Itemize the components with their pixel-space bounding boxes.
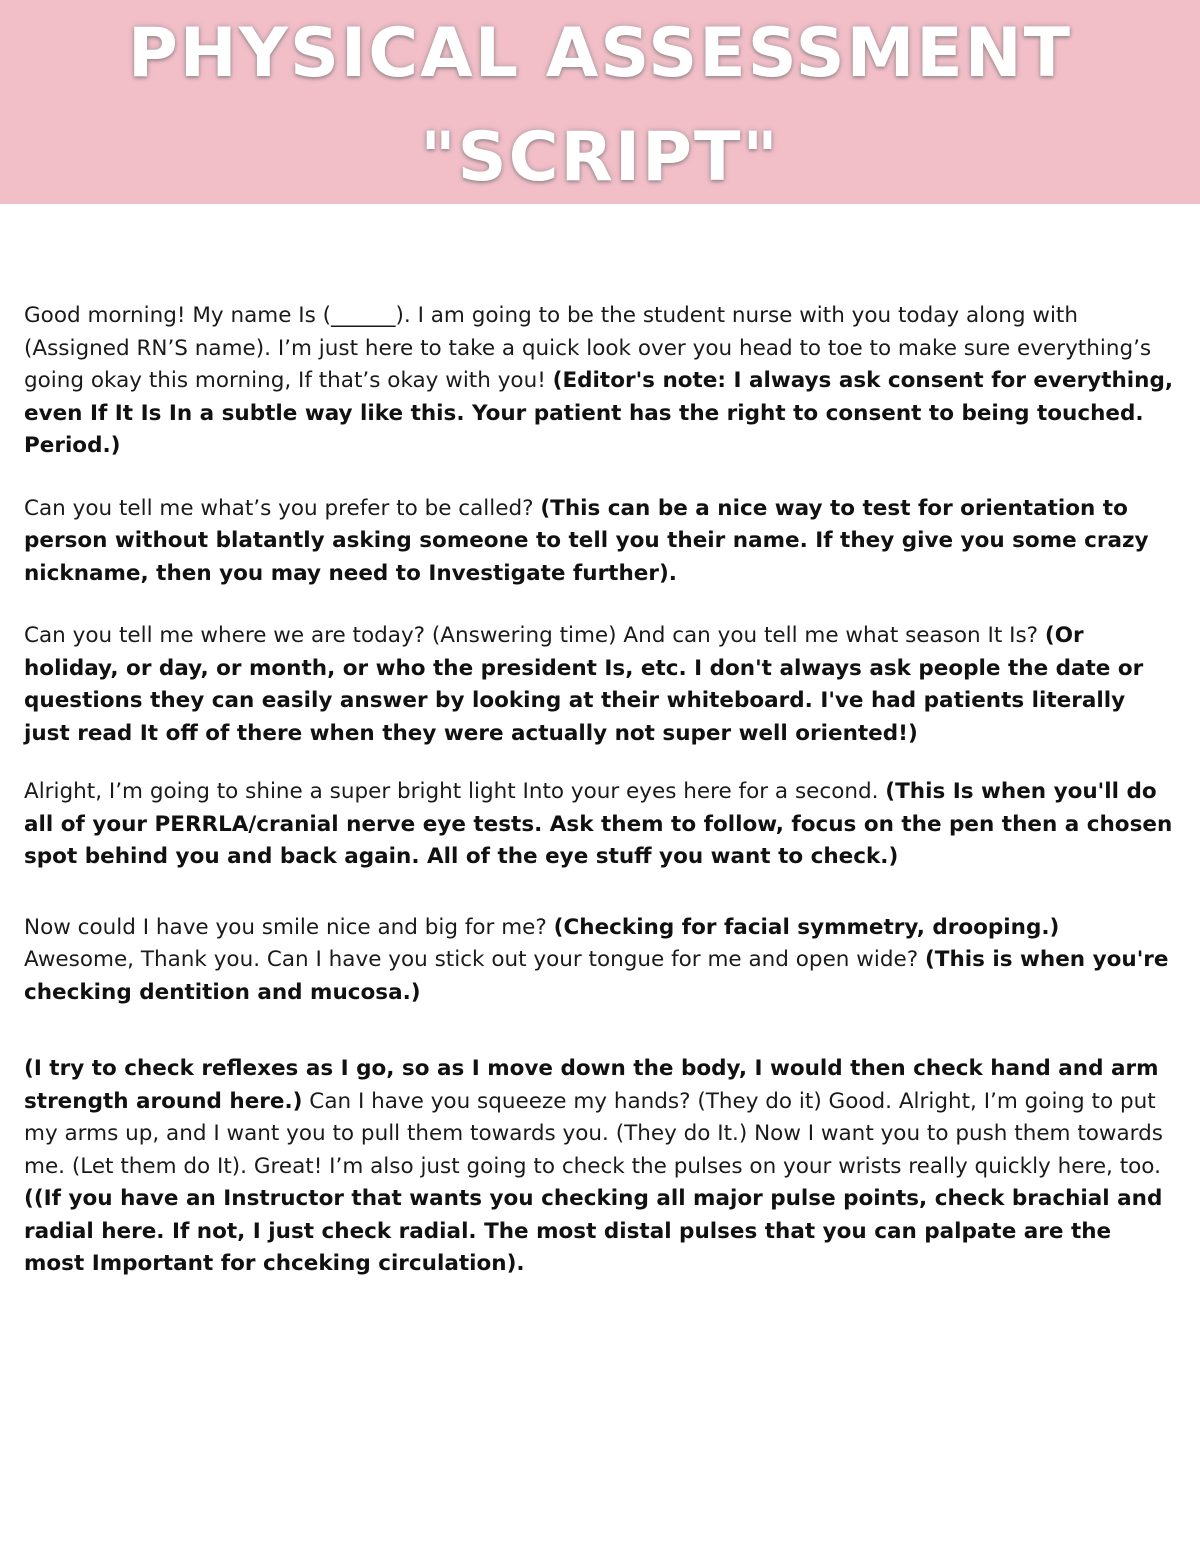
- paragraph-orientation-person: [24, 493, 1176, 591]
- editor-note: (Checking for facial symmetry, drooping.): [553, 914, 1060, 940]
- text-segment: Now could I have you smile nice and big for me?: [24, 914, 554, 940]
- text-segment: Can I have you squeeze my hands? (They do it) Good. Alright, I’m going to put my arms up, and I want you to pull them towards you. (They do It.) Now I want you to push them towards me. (Let them do It). Great! I’m also just going to check the pulses on your wrists really quickly here, too.: [24, 1088, 1163, 1179]
- paragraph-introduction: [24, 300, 1176, 463]
- title-banner: [0, 0, 1200, 204]
- text-segment: Good morning! My name Is (: [24, 303, 332, 328]
- paragraph-orientation-place-time: [24, 620, 1176, 750]
- editor-note: ((If you have an Instructor that wants you checking all major pulse points, check brachial and radial here. If not, I just check radial. The most distal pulses that you can palpate are the most Important for chceking circulation).: [24, 1186, 1163, 1276]
- text-segment: Alright, I’m going to shine a super bright light Into your eyes here for a second.: [24, 779, 886, 804]
- text-segment: ). I am going to be the student nurse with you today along with (Assigned RN’S name). I’m just here to take a quick look over you head to toe to make sure everything’s going okay this morning, If that’s okay with you!: [24, 303, 1152, 393]
- editor-note: (Editor's note: I always ask consent for everything, even If It Is In a subtle way like this. Your patient has the right to consent to being touched. Period.): [24, 368, 1174, 458]
- script-body: [24, 300, 1176, 1281]
- editor-note: (This is when you're checking dentition and mucosa.): [24, 947, 1169, 1005]
- paragraph-eye-exam: [24, 776, 1176, 874]
- text-segment: Awesome, Thank you. Can I have you stick out your tongue for me and open wide?: [24, 947, 925, 972]
- page-title-line-2: "SCRIPT": [420, 118, 780, 197]
- paragraph-arm-strength-pulses: [24, 1053, 1176, 1281]
- text-segment: Can you tell me where we are today? (Answering time) And can you tell me what season It Is?: [24, 623, 1045, 648]
- editor-note: (Or holiday, or day, or month, or who the president Is, etc. I don't always ask people the date or questions they can easily answer by looking at their whiteboard. I've had patients literally just read It off of there when they were actually not super well oriented!): [24, 623, 1144, 746]
- text-segment: Can you tell me what’s you prefer to be called?: [24, 495, 541, 521]
- name-blank: ______: [331, 303, 396, 328]
- page-title-line-1: PHYSICAL ASSESSMENT: [127, 14, 1073, 93]
- paragraph-face-mouth: [24, 912, 1176, 1010]
- editor-note: (This Is when you'll do all of your PERRLA/cranial nerve eye tests. Ask them to follow, focus on the pen then a chosen spot behind you and back again. All of the eye stuff you want to check.): [24, 779, 1173, 869]
- editor-note: (I try to check reflexes as I go, so as I move down the body, I would then check hand and arm strength around here.): [24, 1056, 1159, 1114]
- editor-note: (This can be a nice way to test for orientation to person without blatantly asking someone to tell you their name. If they give you some crazy nickname, then you may need to Investigate further).: [24, 495, 1149, 586]
